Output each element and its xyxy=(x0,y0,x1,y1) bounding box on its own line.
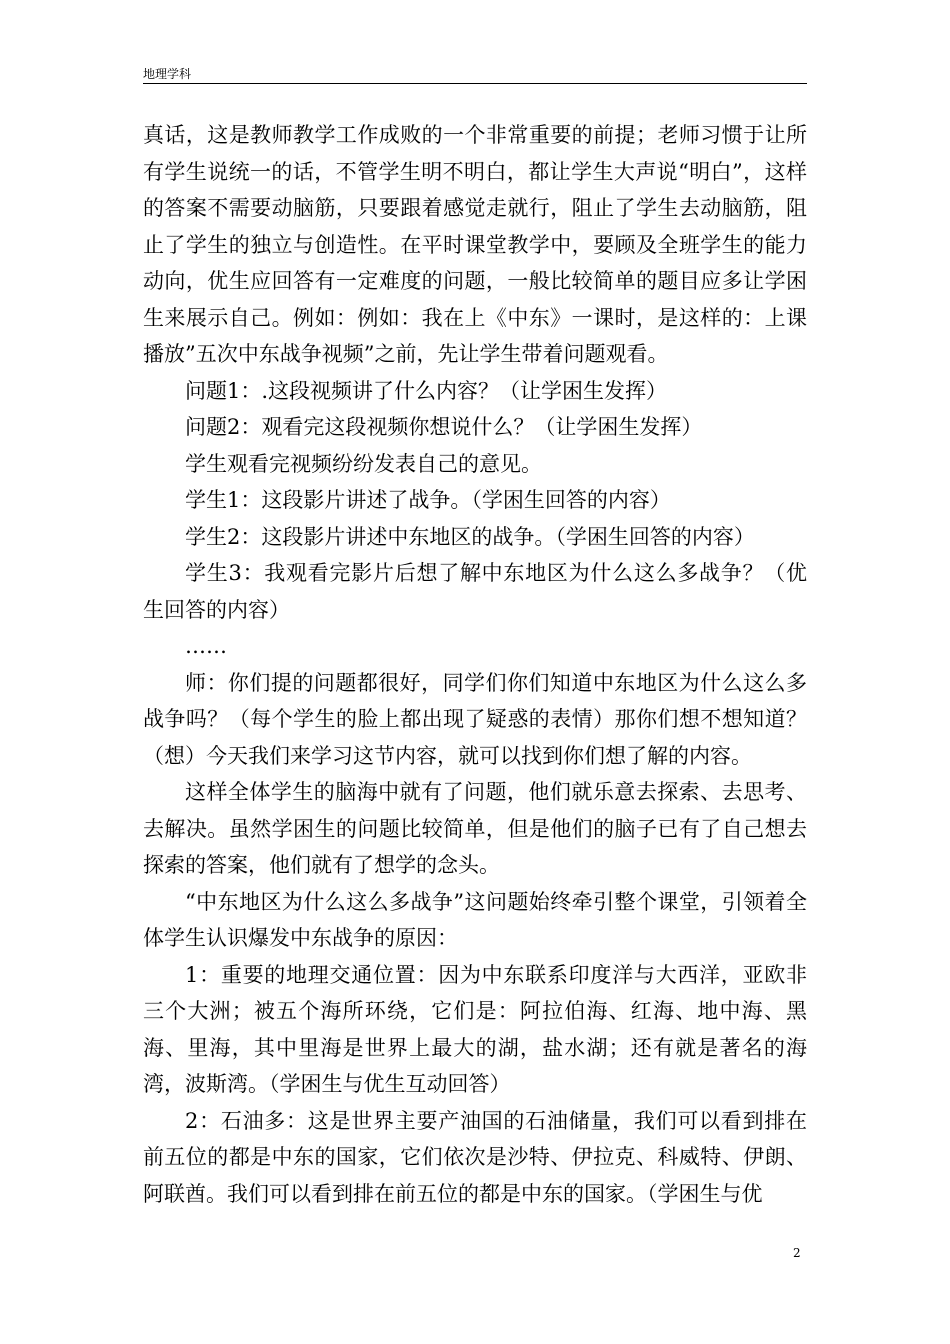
page-number: 2 xyxy=(793,1246,801,1260)
paragraph: 学生1：这段影片讲述了战争。（学困生回答的内容） xyxy=(185,488,671,512)
paragraph: 2：石油多：这是世界主要产油国的石油储量，我们可以看到排在前五位的都是中东的国家，它们依次是沙特、伊拉克、科威特、伊朗、阿联酋。我们可以看到排在前五位的都是中东的国家。（学困生与优 xyxy=(143,1108,807,1206)
paragraph: 问题1：.这段视频讲了什么内容？（让学困生发挥） xyxy=(185,378,668,403)
paragraph: …… xyxy=(185,634,227,658)
paragraph: 真话，这是教师教学工作成败的一个非常重要的前提；老师习惯于让所有学生说统一的话，不管学生明不明白，都让学生大声说“明白”，这样的答案不需要动脑筋，只要跟着感觉走就行，阻止了学生去动脑筋，阻止了学生的独立与创造性。在平时课堂教学中，要顾及全班学生的能力动向，优生应回答有一定难度的问题，一般比较简单的题目应多让学困生来展示自己。例如：例如：我在上《中东》一课时，是这样的：上课播放”五次中东战争视频”之前，先让学生带着问题观看。 xyxy=(143,123,807,366)
body-text xyxy=(143,117,807,1212)
paragraph: 问题2：观看完这段视频你想说什么？（让学困生发挥） xyxy=(185,415,703,439)
page-header xyxy=(143,66,807,84)
paragraph: 这样全体学生的脑海中就有了问题，他们就乐意去探索、去思考、去解决。虽然学困生的问题比较简单，但是他们的脑子已有了自己想去探索的答案，他们就有了想学的念头。 xyxy=(143,780,807,877)
paragraph: 学生2：这段影片讲述中东地区的战争。（学困生回答的内容） xyxy=(185,524,755,549)
paragraph: 1：重要的地理交通位置：因为中东联系印度洋与大西洋，亚欧非三个大洲；被五个海所环绕，它们是：阿拉伯海、红海、地中海、黑海、里海，其中里海是世界上最大的湖，盐水湖；还有就是著名的海湾，波斯湾。（学困生与优生互动回答） xyxy=(143,962,807,1096)
paragraph: 学生3：我观看完影片后想了解中东地区为什么这么多战争？（优生回答的内容） xyxy=(143,561,807,622)
paragraph: 师：你们提的问题都很好，同学们你们知道中东地区为什么这么多战争吗？（每个学生的脸上都出现了疑惑的表情）那你们想不想知道？（想）今天我们来学习这节内容，就可以找到你们想了解的内容。 xyxy=(143,670,807,768)
paragraph: “中东地区为什么这么多战争”这问题始终牵引整个课堂，引领着全体学生认识爆发中东战争的原因： xyxy=(143,889,807,950)
header-subject: 地理学科 xyxy=(143,67,192,81)
paragraph: 学生观看完视频纷纷发表自己的意见。 xyxy=(185,451,542,476)
